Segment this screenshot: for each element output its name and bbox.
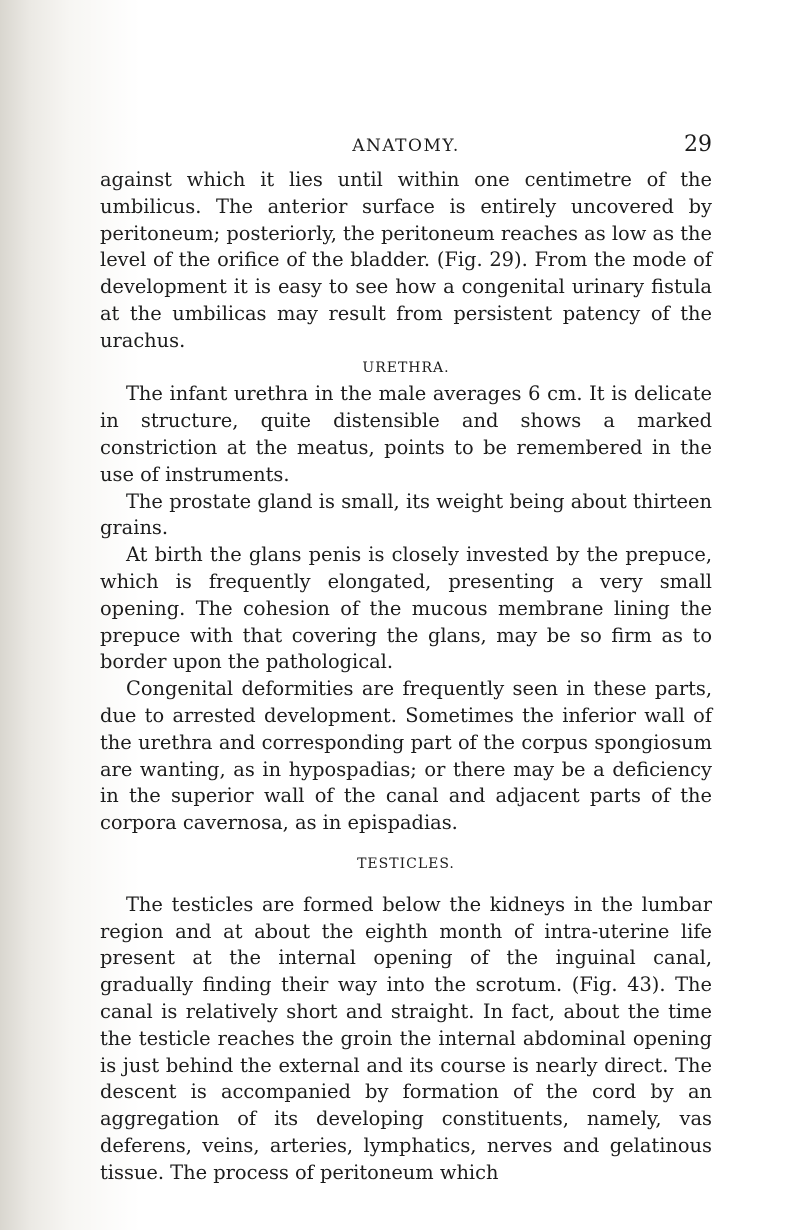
- section-heading-testicles: TESTICLES.: [357, 855, 455, 872]
- paragraph-umbilicus: against which it lies until within one centimetre of the umbilicus. The anterior surface is entirely uncovered by peritoneum; posteriorly, the peritoneum reaches as low as the level of the orifice of the bladder. (Fig. 29). From the mode of development it is easy to see how a congenital urinary fistula at the umbilicas may result from persistent patency of the urachus.: [100, 168, 712, 352]
- page-header: [100, 132, 712, 162]
- paragraph-testicles: The testicles are formed below the kidneys in the lumbar region and at about the eighth month of intra-uterine life present at the internal opening of the inguinal canal, gradually finding their way into the scrotum. (Fig. 43). The canal is relatively short and straight. In fact, about the time the testicle reaches the groin the internal abdominal opening is just behind the external and its course is nearly direct. The descent is accompanied by formation of the cord by an aggregation of its developing constituents, namely, vas deferens, veins, arteries, lymphatics, nerves and gelatinous tissue. The process of peritoneum which: [100, 892, 712, 1184]
- page-number: 29: [684, 132, 712, 157]
- paragraph-deformities: Congenital deformities are frequently seen in these parts, due to arrested development. Sometimes the inferior wall of the urethra and corresponding part of the corpus spongiosum are wanting, as in hypospadias; or there may be a deficiency in the superior wall of the canal and adjacent parts of the corpora cavernosa, as in epispadias.: [100, 677, 712, 835]
- body-text: [100, 167, 712, 1186]
- running-head: ANATOMY.: [352, 136, 460, 156]
- section-heading-urethra: URETHRA.: [362, 359, 450, 376]
- paragraph-infant-urethra: The infant urethra in the male averages 6 cm. It is delicate in structure, quite distensible and shows a marked constriction at the meatus, points to be remembered in the use of instruments.: [100, 382, 712, 486]
- paragraph-prostate: The prostate gland is small, its weight being about thirteen grains.: [100, 489, 712, 540]
- paragraph-glans: At birth the glans penis is closely invested by the prepuce, which is frequently elongated, presenting a very small opening. The cohesion of the mucous membrane lining the prepuce with that covering the glans, may be so firm as to border upon the pathological.: [100, 543, 712, 674]
